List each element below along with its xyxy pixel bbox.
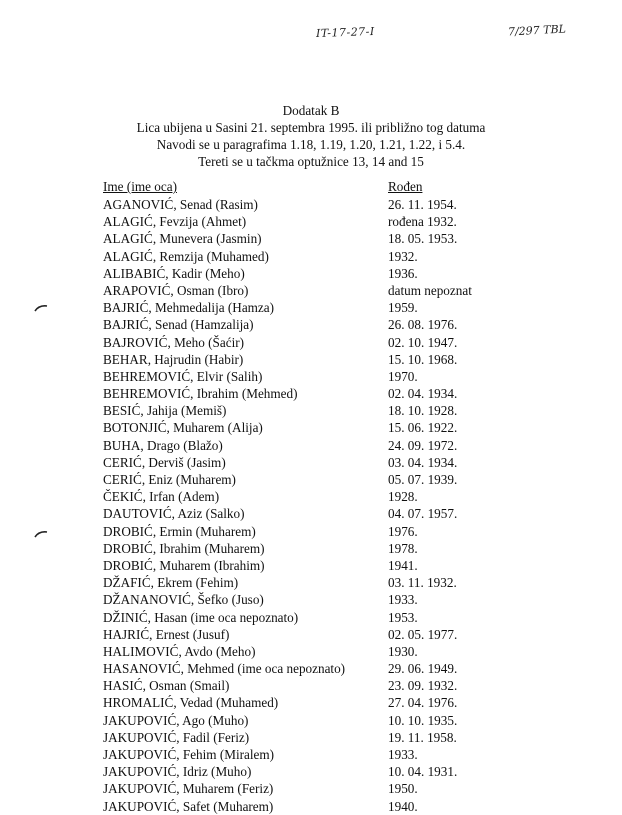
victim-birth-date: 29. 06. 1949. xyxy=(388,661,458,677)
list-item xyxy=(0,677,622,694)
list-item xyxy=(0,316,622,333)
victim-birth-date: 18. 05. 1953. xyxy=(388,231,458,247)
list-item xyxy=(0,368,622,385)
victim-birth-date: 1953. xyxy=(388,609,418,625)
list-item xyxy=(0,265,622,282)
victim-birth-date: 1933. xyxy=(388,592,418,608)
list-item xyxy=(0,746,622,763)
victim-birth-date: 26. 08. 1976. xyxy=(388,317,458,333)
list-item xyxy=(0,213,622,230)
victim-name: BOTONJIĆ, Muharem (Alija) xyxy=(103,420,263,436)
list-item xyxy=(0,591,622,608)
victim-birth-date: 05. 07. 1939. xyxy=(388,472,458,487)
list-item xyxy=(0,798,622,815)
victim-name: ALAGIĆ, Munevera (Jasmin) xyxy=(103,231,262,247)
victim-name: CERIĆ, Derviš (Jasim) xyxy=(103,454,226,470)
victim-birth-date: 1932. xyxy=(388,248,418,264)
victim-name: DAUTOVIĆ, Aziz (Salko) xyxy=(103,506,245,522)
list-item xyxy=(0,609,622,626)
victim-birth-date: 15. 06. 1922. xyxy=(388,420,458,436)
victim-name: BEHREMOVIĆ, Ibrahim (Mehmed) xyxy=(103,386,298,402)
victim-birth-date: 1940. xyxy=(388,798,418,814)
victim-name: BESIĆ, Jahija (Memiš) xyxy=(103,403,227,419)
victim-birth-date: 1928. xyxy=(388,489,418,505)
document-heading xyxy=(0,102,622,170)
victim-name: JAKUPOVIĆ, Idriz (Muho) xyxy=(103,764,252,780)
victim-name: ALAGIĆ, Fevzija (Ahmet) xyxy=(103,214,247,230)
victim-birth-date: 19. 11. 1958. xyxy=(388,729,457,745)
list-item xyxy=(0,557,622,574)
victim-birth-date: 1936. xyxy=(388,265,418,281)
victim-name: DŽINIĆ, Hasan (ime oca nepoznato) xyxy=(103,609,299,625)
list-item xyxy=(0,385,622,402)
list-item xyxy=(0,712,622,729)
victim-birth-date: 02. 04. 1934. xyxy=(388,386,458,402)
victim-name: CERIĆ, Eniz (Muharem) xyxy=(103,472,236,487)
column-header-born: Rođen xyxy=(388,179,423,194)
victim-birth-date: 1978. xyxy=(388,540,418,556)
column-headers xyxy=(0,179,622,196)
victim-birth-date: 1976. xyxy=(388,523,418,539)
list-item xyxy=(0,299,622,316)
heading-counts: Tereti se u tačkma optužnice 13, 14 and 15 xyxy=(198,154,424,169)
victim-birth-date: datum nepoznat xyxy=(388,282,472,298)
victim-name: JAKUPOVIĆ, Fadil (Feriz) xyxy=(103,729,250,745)
victim-name: AGANOVIĆ, Senad (Rasim) xyxy=(103,197,258,212)
victim-birth-date: 15. 10. 1968. xyxy=(388,351,458,367)
victim-name: ALIBABIĆ, Kadir (Meho) xyxy=(103,265,245,281)
column-header-name: Ime (ime oca) xyxy=(103,179,177,194)
victim-name: BUHA, Drago (Blažo) xyxy=(103,437,223,453)
list-item xyxy=(0,780,622,797)
victim-birth-date: 23. 09. 1932. xyxy=(388,678,458,694)
list-item xyxy=(0,351,622,368)
victim-name: HROMALIĆ, Vedad (Muhamed) xyxy=(103,695,279,711)
victim-name: DŽAFIĆ, Ekrem (Fehim) xyxy=(103,575,239,591)
victim-birth-date: 02. 05. 1977. xyxy=(388,626,458,642)
victim-birth-date: rođena 1932. xyxy=(388,214,457,230)
heading-subtitle: Lica ubijena u Sasini 21. septembra 1995. ili približno tog datuma xyxy=(136,120,486,135)
victim-birth-date: 03. 04. 1934. xyxy=(388,454,458,470)
victim-name: DROBIĆ, Ibrahim (Muharem) xyxy=(103,540,265,556)
victim-name: HAJRIĆ, Ernest (Jusuf) xyxy=(103,626,230,642)
victim-birth-date: 02. 10. 1947. xyxy=(388,334,458,350)
victim-name: DROBIĆ, Muharem (Ibrahim) xyxy=(103,557,265,573)
handwritten-page-number: 7/297 TBL xyxy=(507,22,567,39)
victim-name: BAJRIĆ, Senad (Hamzalija) xyxy=(103,317,254,333)
heading-title: Dodatak B xyxy=(282,103,340,118)
list-item xyxy=(0,540,622,557)
victim-name: BAJRIĆ, Mehmedalija (Hamza) xyxy=(103,300,275,316)
list-item xyxy=(0,505,622,522)
victim-list xyxy=(0,196,622,815)
victim-birth-date: 24. 09. 1972. xyxy=(388,437,458,453)
victim-birth-date: 27. 04. 1976. xyxy=(388,695,458,711)
list-item xyxy=(0,694,622,711)
list-item xyxy=(0,454,622,471)
victim-birth-date: 1930. xyxy=(388,643,418,659)
victim-name: JAKUPOVIĆ, Fehim (Miralem) xyxy=(103,747,275,762)
victim-name: JAKUPOVIĆ, Safet (Muharem) xyxy=(103,798,274,814)
list-item xyxy=(0,488,622,505)
victim-birth-date: 1970. xyxy=(388,368,418,384)
list-item xyxy=(0,334,622,351)
heading-paragraphs: Navodi se u paragrafima 1.18, 1.19, 1.20, 1.21, 1.22, i 5.4. xyxy=(156,137,466,152)
victim-name: HASIĆ, Osman (Smail) xyxy=(103,678,230,694)
list-item xyxy=(0,626,622,643)
list-item xyxy=(0,471,622,488)
victim-name: ČEKIĆ, Irfan (Adem) xyxy=(103,489,220,505)
list-item xyxy=(0,574,622,591)
list-item xyxy=(0,196,622,213)
victim-name: JAKUPOVIĆ, Ago (Muho) xyxy=(103,712,249,728)
list-item xyxy=(0,437,622,454)
victim-name: BEHREMOVIĆ, Elvir (Salih) xyxy=(103,368,263,384)
victim-birth-date: 1933. xyxy=(388,747,418,762)
victim-birth-date: 26. 11. 1954. xyxy=(388,197,457,212)
list-item xyxy=(0,729,622,746)
victim-birth-date: 1941. xyxy=(388,557,418,573)
victim-name: DROBIĆ, Ermin (Muharem) xyxy=(103,523,256,539)
victim-birth-date: 04. 07. 1957. xyxy=(388,506,458,522)
victim-name: JAKUPOVIĆ, Muharem (Feriz) xyxy=(103,781,274,797)
victim-name: ARAPOVIĆ, Osman (Ibro) xyxy=(103,282,249,298)
victim-birth-date: 18. 10. 1928. xyxy=(388,403,458,419)
victim-name: ALAGIĆ, Remzija (Muhamed) xyxy=(103,248,269,264)
list-item xyxy=(0,419,622,436)
victim-name: HASANOVIĆ, Mehmed (ime oca nepoznato) xyxy=(103,661,346,677)
victim-name: BEHAR, Hajrudin (Habir) xyxy=(103,351,244,367)
victim-name: DŽANANOVIĆ, Šefko (Juso) xyxy=(103,592,264,608)
victim-birth-date: 10. 10. 1935. xyxy=(388,712,458,728)
victim-birth-date: 1959. xyxy=(388,300,418,316)
list-item xyxy=(0,763,622,780)
victim-birth-date: 10. 04. 1931. xyxy=(388,764,458,780)
list-item xyxy=(0,282,622,299)
list-item xyxy=(0,523,622,540)
list-item xyxy=(0,230,622,247)
victim-birth-date: 1950. xyxy=(388,781,418,797)
victim-birth-date: 03. 11. 1932. xyxy=(388,575,457,591)
victim-name: HALIMOVIĆ, Avdo (Meho) xyxy=(103,643,256,659)
victim-name: BAJROVIĆ, Meho (Šaćir) xyxy=(103,334,245,350)
list-item xyxy=(0,660,622,677)
list-item xyxy=(0,248,622,265)
list-item xyxy=(0,402,622,419)
handwritten-case-number: IT-17-27-I xyxy=(315,24,375,41)
list-item xyxy=(0,643,622,660)
